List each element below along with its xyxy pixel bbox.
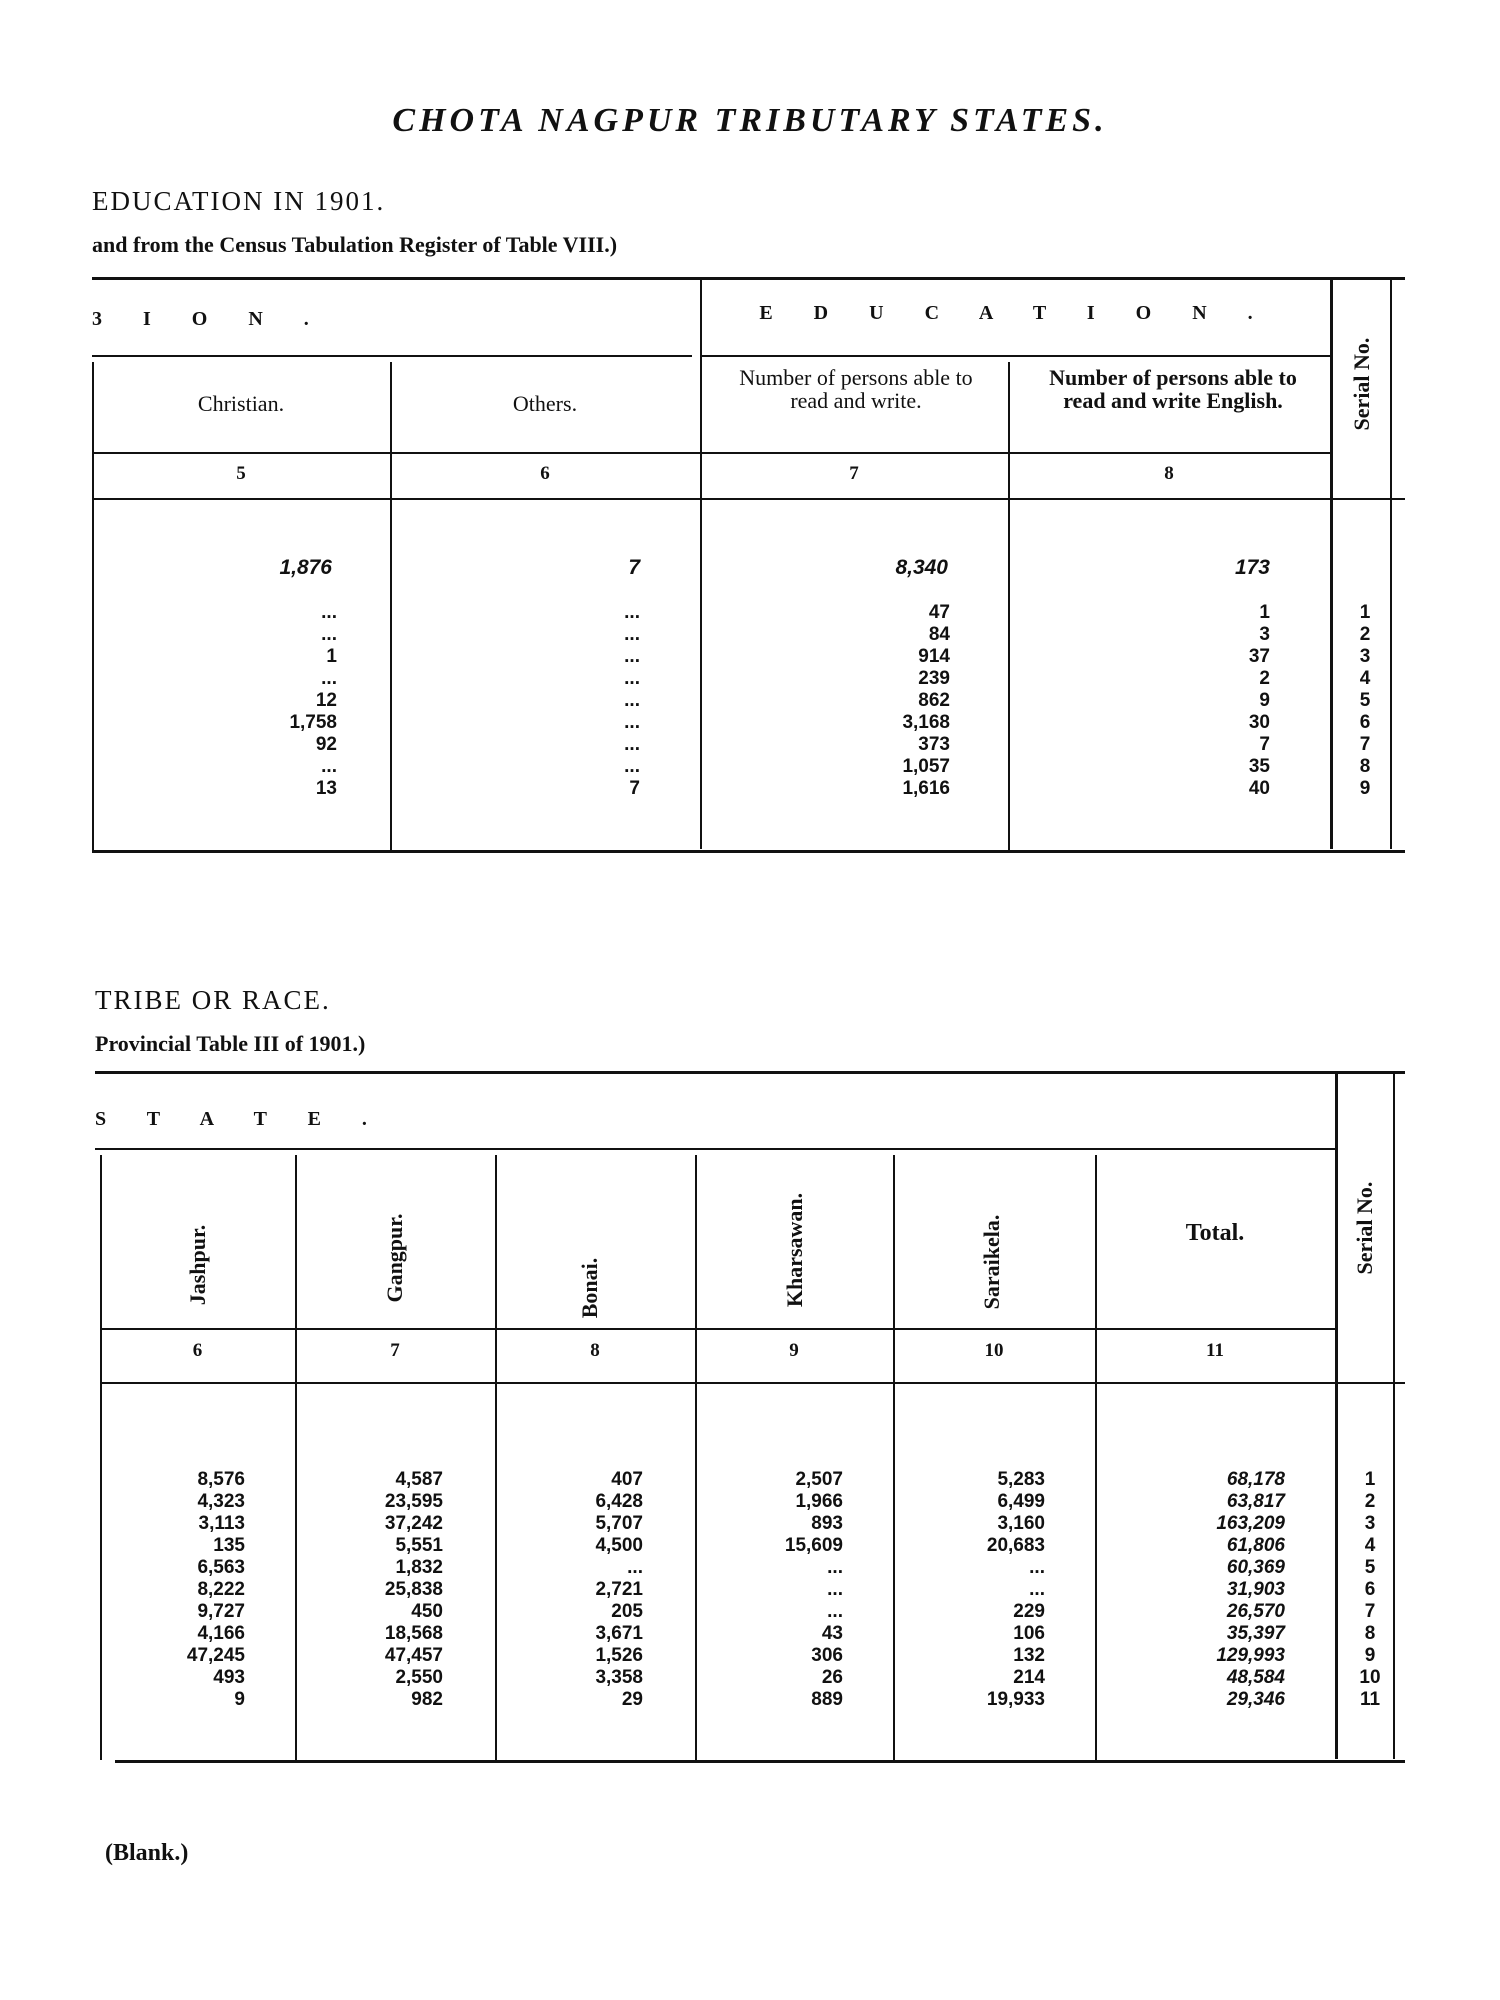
group-rule — [92, 355, 692, 357]
english-column — [1008, 602, 1270, 800]
cell: 2,550 — [395, 1667, 443, 1688]
cell: 8,222 — [197, 1579, 245, 1600]
cell: 19,933 — [986, 1689, 1045, 1710]
column-header-kharsawan: Kharsawan. — [782, 1192, 807, 1308]
cell: 3,168 — [902, 712, 950, 733]
cell: 1 — [326, 646, 337, 667]
table-top-rule — [95, 1071, 1405, 1074]
column-header-english: Number of persons able to read and write English. — [1049, 365, 1297, 413]
cell: 7 — [629, 778, 640, 799]
table-bottom-rule — [92, 850, 1405, 853]
cell: 2,721 — [595, 1579, 643, 1600]
cell: 3 — [1359, 646, 1371, 667]
cell: 3,160 — [997, 1513, 1045, 1534]
column-rule — [1390, 277, 1392, 849]
column-number: 7 — [390, 1340, 400, 1361]
column-number: 11 — [1206, 1340, 1224, 1361]
cell: 31,903 — [1226, 1579, 1285, 1600]
column-number: 9 — [789, 1340, 799, 1361]
cell: 5,551 — [395, 1535, 443, 1556]
cell: 13 — [315, 778, 337, 799]
page-title: CHOTA NAGPUR TRIBUTARY STATES. — [392, 102, 1108, 139]
cell: 1,616 — [902, 778, 950, 799]
cell: 306 — [811, 1645, 843, 1666]
cell: 43 — [821, 1623, 843, 1644]
total-others: 7 — [628, 556, 640, 579]
cell: 163,209 — [1216, 1513, 1285, 1534]
cell: 373 — [918, 734, 950, 755]
cell: ... — [624, 712, 640, 733]
total-column — [1095, 1469, 1285, 1711]
cell: 68,178 — [1226, 1469, 1285, 1490]
cell: 37 — [1248, 646, 1270, 667]
cell: 3,113 — [198, 1513, 245, 1534]
cell: 2 — [1359, 624, 1371, 645]
cell: ... — [321, 624, 337, 645]
cell: 132 — [1013, 1645, 1045, 1666]
cell: 5,283 — [997, 1469, 1045, 1490]
cell: 47,457 — [384, 1645, 443, 1666]
cell: 1,526 — [595, 1645, 643, 1666]
cell: 106 — [1013, 1623, 1045, 1644]
cell: 493 — [213, 1667, 245, 1688]
cell: 5,707 — [595, 1513, 643, 1534]
cell: 4,166 — [197, 1623, 245, 1644]
cell: 214 — [1013, 1667, 1045, 1688]
saraikela-column — [893, 1469, 1045, 1711]
total-christian: 1,876 — [279, 556, 332, 579]
cell: 10 — [1359, 1667, 1381, 1688]
serial-column — [1345, 602, 1385, 800]
cell: ... — [321, 602, 337, 623]
cell: ... — [1029, 1557, 1045, 1578]
cell: 84 — [928, 624, 950, 645]
cell: 18,568 — [384, 1623, 443, 1644]
christian-column — [92, 602, 337, 800]
cell: 9 — [1359, 778, 1371, 799]
column-number: 6 — [192, 1340, 203, 1361]
cell: 7 — [1259, 734, 1270, 755]
column-header-christian: Christian. — [197, 391, 285, 416]
cell: ... — [624, 690, 640, 711]
cell: 4,323 — [197, 1491, 245, 1512]
column-number-rule — [92, 498, 1405, 500]
cell: 6,563 — [197, 1557, 245, 1578]
cell: 914 — [918, 646, 950, 667]
column-rule — [1335, 1071, 1338, 1759]
cell: 2 — [1259, 668, 1270, 689]
read-write-column — [700, 602, 950, 800]
cell: 3 — [1364, 1513, 1376, 1534]
cell: 23,595 — [384, 1491, 443, 1512]
cell: ... — [827, 1557, 843, 1578]
cell: ... — [624, 668, 640, 689]
cell: 9 — [1364, 1645, 1376, 1666]
cell: 26,570 — [1226, 1601, 1285, 1622]
tribe-group: S T A T E . — [95, 1108, 385, 1130]
total-english: 173 — [1234, 556, 1270, 579]
cell: ... — [321, 756, 337, 777]
total-read-write: 8,340 — [895, 556, 948, 579]
cell: 15,609 — [784, 1535, 843, 1556]
cell: 889 — [811, 1689, 843, 1710]
cell: 9 — [234, 1689, 245, 1710]
cell: 6 — [1359, 712, 1371, 733]
serial-column — [1350, 1469, 1390, 1711]
cell: 40 — [1248, 778, 1270, 799]
cell: 25,838 — [384, 1579, 443, 1600]
cell: 63,817 — [1226, 1491, 1285, 1512]
column-number: 6 — [540, 463, 550, 484]
column-header-read-write: Number of persons able to read and write. — [739, 365, 973, 413]
bonai-column — [495, 1469, 643, 1711]
cell: 7 — [1364, 1601, 1376, 1622]
cell: ... — [321, 668, 337, 689]
cell: 8,576 — [197, 1469, 245, 1490]
cell: 229 — [1013, 1601, 1045, 1622]
header-rule — [100, 1328, 1335, 1330]
cell: 48,584 — [1226, 1667, 1285, 1688]
kharsawan-column — [695, 1469, 843, 1711]
cell: ... — [627, 1557, 643, 1578]
column-header-total: Total. — [1185, 1220, 1245, 1246]
cell: 7 — [1359, 734, 1371, 755]
cell: 450 — [411, 1601, 443, 1622]
cell: 4 — [1359, 668, 1371, 689]
cell: 3,358 — [595, 1667, 643, 1688]
column-header-gangpur: Gangpur. — [382, 1213, 407, 1303]
cell: 11 — [1359, 1689, 1381, 1710]
cell: 135 — [213, 1535, 245, 1556]
cell: 61,806 — [1226, 1535, 1285, 1556]
cell: 1 — [1259, 602, 1270, 623]
cell: 8 — [1364, 1623, 1376, 1644]
education-left-group: 3 I O N . — [92, 308, 327, 330]
cell: 893 — [811, 1513, 843, 1534]
cell: 1,966 — [795, 1491, 843, 1512]
column-number: 8 — [590, 1340, 600, 1361]
cell: 29 — [621, 1689, 643, 1710]
cell: 2 — [1364, 1491, 1376, 1512]
cell: ... — [624, 602, 640, 623]
blank-note: (Blank.) — [105, 1840, 189, 1866]
serial-no-header: Serial No. — [1349, 337, 1374, 431]
cell: ... — [624, 756, 640, 777]
cell: 4 — [1364, 1535, 1376, 1556]
cell: 205 — [611, 1601, 643, 1622]
column-number: 8 — [1164, 463, 1174, 484]
cell: 9 — [1259, 690, 1270, 711]
cell: 407 — [611, 1469, 643, 1490]
group-rule — [95, 1148, 1335, 1150]
cell: 6,499 — [997, 1491, 1045, 1512]
education-subheading: and from the Census Tabulation Register of Table VIII.) — [92, 232, 618, 257]
column-header-bonai: Bonai. — [577, 1257, 602, 1319]
cell: ... — [624, 646, 640, 667]
table-top-rule — [92, 277, 1405, 280]
cell: 92 — [315, 734, 337, 755]
cell: 20,683 — [986, 1535, 1045, 1556]
column-number-rule — [100, 1382, 1405, 1384]
gangpur-column — [295, 1469, 443, 1711]
tribe-heading: TRIBE OR RACE. — [95, 985, 331, 1015]
cell: 5 — [1359, 690, 1371, 711]
cell: ... — [827, 1601, 843, 1622]
cell: 30 — [1248, 712, 1270, 733]
serial-no-header: Serial No. — [1352, 1181, 1377, 1275]
cell: 37,242 — [384, 1513, 443, 1534]
tribe-subheading: Provincial Table III of 1901.) — [95, 1031, 366, 1056]
cell: 862 — [918, 690, 950, 711]
jashpur-column — [100, 1469, 245, 1711]
cell: 9,727 — [197, 1601, 245, 1622]
column-rule — [1393, 1071, 1395, 1759]
cell: 129,993 — [1216, 1645, 1285, 1666]
cell: 2,507 — [795, 1469, 843, 1490]
cell: ... — [827, 1579, 843, 1600]
cell: 6,428 — [595, 1491, 643, 1512]
group-rule — [700, 355, 1330, 357]
header-rule — [92, 452, 1330, 454]
cell: 1 — [1364, 1469, 1376, 1490]
cell: 982 — [411, 1689, 443, 1710]
cell: ... — [624, 734, 640, 755]
cell: 1,758 — [289, 712, 337, 733]
column-number: 7 — [849, 463, 859, 484]
cell: 3,671 — [595, 1623, 643, 1644]
column-number: 5 — [236, 463, 246, 484]
cell: 4,500 — [595, 1535, 643, 1556]
others-column — [390, 602, 640, 800]
column-header-others: Others. — [512, 391, 578, 416]
cell: 239 — [918, 668, 950, 689]
column-number: 10 — [984, 1340, 1004, 1361]
cell: 26 — [821, 1667, 843, 1688]
cell: 5 — [1364, 1557, 1376, 1578]
column-rule — [1330, 277, 1333, 849]
cell: ... — [624, 624, 640, 645]
education-heading: EDUCATION IN 1901. — [92, 186, 386, 216]
cell: 1,832 — [395, 1557, 443, 1578]
cell: 47,245 — [186, 1645, 245, 1666]
table-bottom-rule — [115, 1760, 1405, 1763]
cell: 8 — [1359, 756, 1371, 777]
column-header-jashpur: Jashpur. — [185, 1224, 210, 1306]
cell: 3 — [1259, 624, 1270, 645]
cell: 60,369 — [1226, 1557, 1285, 1578]
cell: 6 — [1364, 1579, 1376, 1600]
cell: 1,057 — [902, 756, 950, 777]
cell: ... — [1029, 1579, 1045, 1600]
cell: 4,587 — [395, 1469, 443, 1490]
cell: 35 — [1248, 756, 1270, 777]
cell: 35,397 — [1226, 1623, 1285, 1644]
column-header-saraikela: Saraikela. — [979, 1214, 1004, 1310]
cell: 29,346 — [1226, 1689, 1285, 1710]
cell: 1 — [1359, 602, 1371, 623]
education-right-group: E D U C A T I O N . — [759, 302, 1271, 324]
cell: 47 — [928, 602, 950, 623]
cell: 12 — [315, 690, 337, 711]
